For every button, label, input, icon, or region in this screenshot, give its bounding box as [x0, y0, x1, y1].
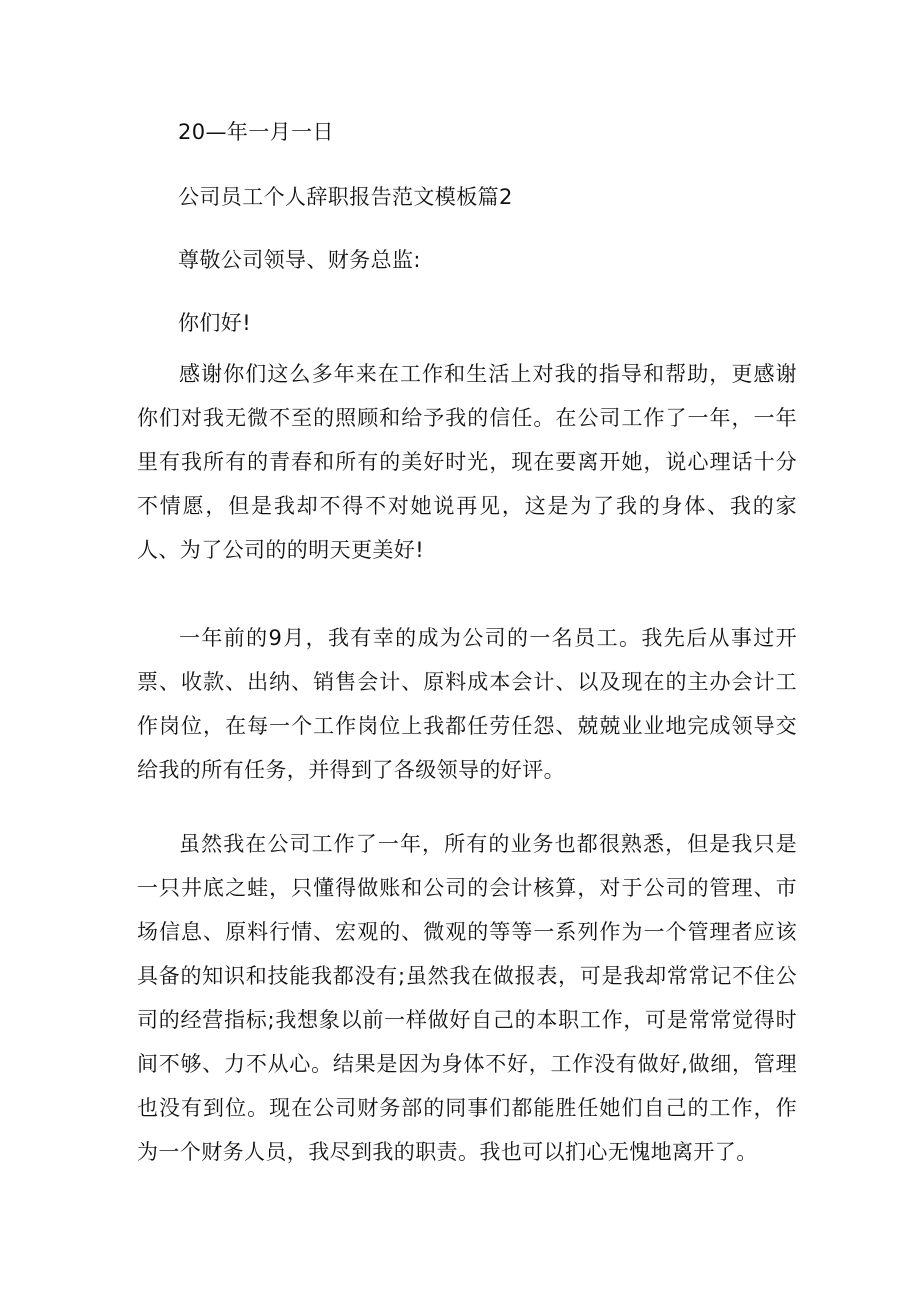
document-heading: 公司员工个人辞职报告范文模板篇2 [178, 185, 513, 209]
date-line: 20—年一月一日 [178, 120, 334, 144]
salutation: 尊敬公司领导、财务总监: [178, 248, 421, 272]
body-paragraph-1: 感谢你们这么多年来在工作和生活上对我的指导和帮助，更感谢你们对我无微不至的照顾和给予我的信任。在公司工作了一年，一年里有我所有的青春和所有的美好时光，现在要离开她，说心理话十分不情愿，但是我却不得不对她说再见，这是为了我的身体、我的家人、为了公司的的明天更美好! [137, 362, 797, 562]
body-paragraph-2: 一年前的9月，我有幸的成为公司的一名员工。我先后从事过开票、收款、出纳、销售会计、原料成本会计、以及现在的主办会计工作岗位，在每一个工作岗位上我都任劳任怨、兢兢业业地完成领导交给我的所有任务，并得到了各级领导的好评。 [137, 626, 797, 782]
body-paragraph-3: 虽然我在公司工作了一年，所有的业务也都很熟悉，但是我只是一只井底之蛙，只懂得做账和公司的会计核算，对于公司的管理、市场信息、原料行情、宏观的、微观的等等一系列作为一个管理者应该具备的知识和技能我都没有;虽然我在做报表，可是我却常常记不住公司的经营指标;我想象以前一样做好自己的本职工作，可是常常觉得时间不够、力不从心。结果是因为身体不好，工作没有做好,做细，管理也没有到位。现在公司财务部的同事们都能胜任她们自己的工作，作为一个财务人员，我尽到我的职责。我也可以扪心无愧地离开了。 [137, 832, 797, 1164]
greeting: 你们好! [178, 311, 252, 335]
